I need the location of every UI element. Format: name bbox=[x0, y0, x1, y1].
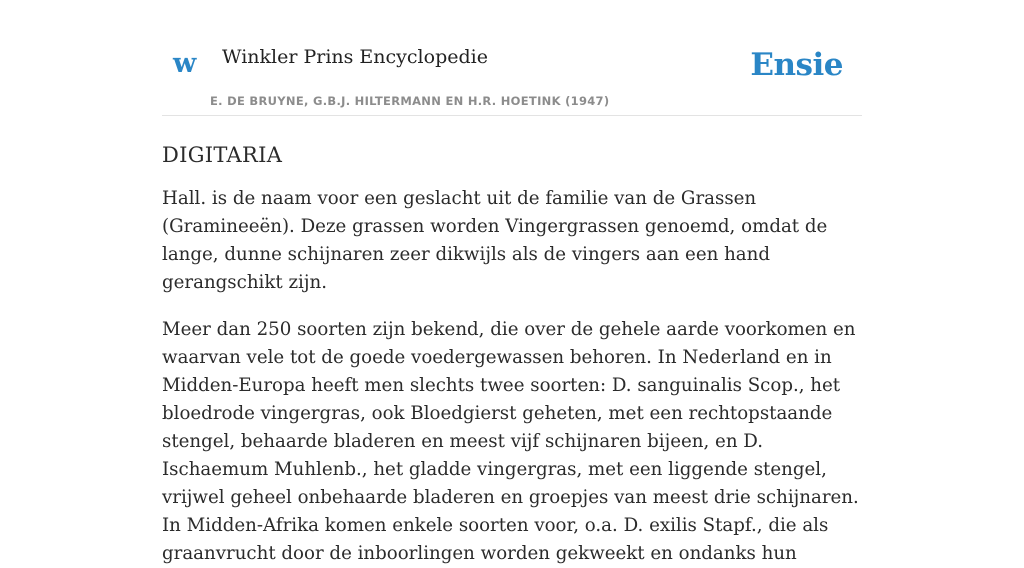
site-header bbox=[162, 0, 862, 116]
article-title: DIGITARIA bbox=[162, 143, 283, 167]
ensie-logo[interactable]: Ensie bbox=[750, 47, 843, 83]
article bbox=[162, 136, 864, 568]
article-paragraph-1: Hall. is de naam voor een geslacht uit de familie van de Grassen (Gramineeën). Deze grassen worden Vingergrassen genoemd, omdat de lange, dunne schijnaren zeer dikwijls als de vingers aan een hand gerangschikt zijn. bbox=[162, 188, 828, 293]
article-paragraph-2: Meer dan 250 soorten zijn bekend, die over de gehele aarde voorkomen en waarvan vele tot de goede voedergewassen behoren. In Nederland en in Midden-Europa heeft men slechts twee soorten: D. sanguinalis Scop., het bloedrode vingergras, ook Bloedgierst geheten, met een rechtopstaande stengel, behaarde bladeren en meest vijf schijnaren bijeen, en D. Ischaemum Muhlenb., het gladde vingergras, met een liggende stengel, vrijwel geheel onbehaarde bladeren en groepjes van meest drie schijnaren. In Midden-Afrika komen enkele soorten voor, o.a. D. exilis Stapf., die als graanvrucht door de inboorlingen worden gekweekt en ondanks hun bbox=[162, 319, 859, 564]
winkler-prins-logo-icon[interactable]: w bbox=[173, 48, 197, 79]
source-title[interactable]: Winkler Prins Encyclopedie bbox=[222, 46, 488, 68]
source-authors: E. DE BRUYNE, G.B.J. HILTERMANN EN H.R. HOETINK (1947) bbox=[210, 94, 610, 108]
